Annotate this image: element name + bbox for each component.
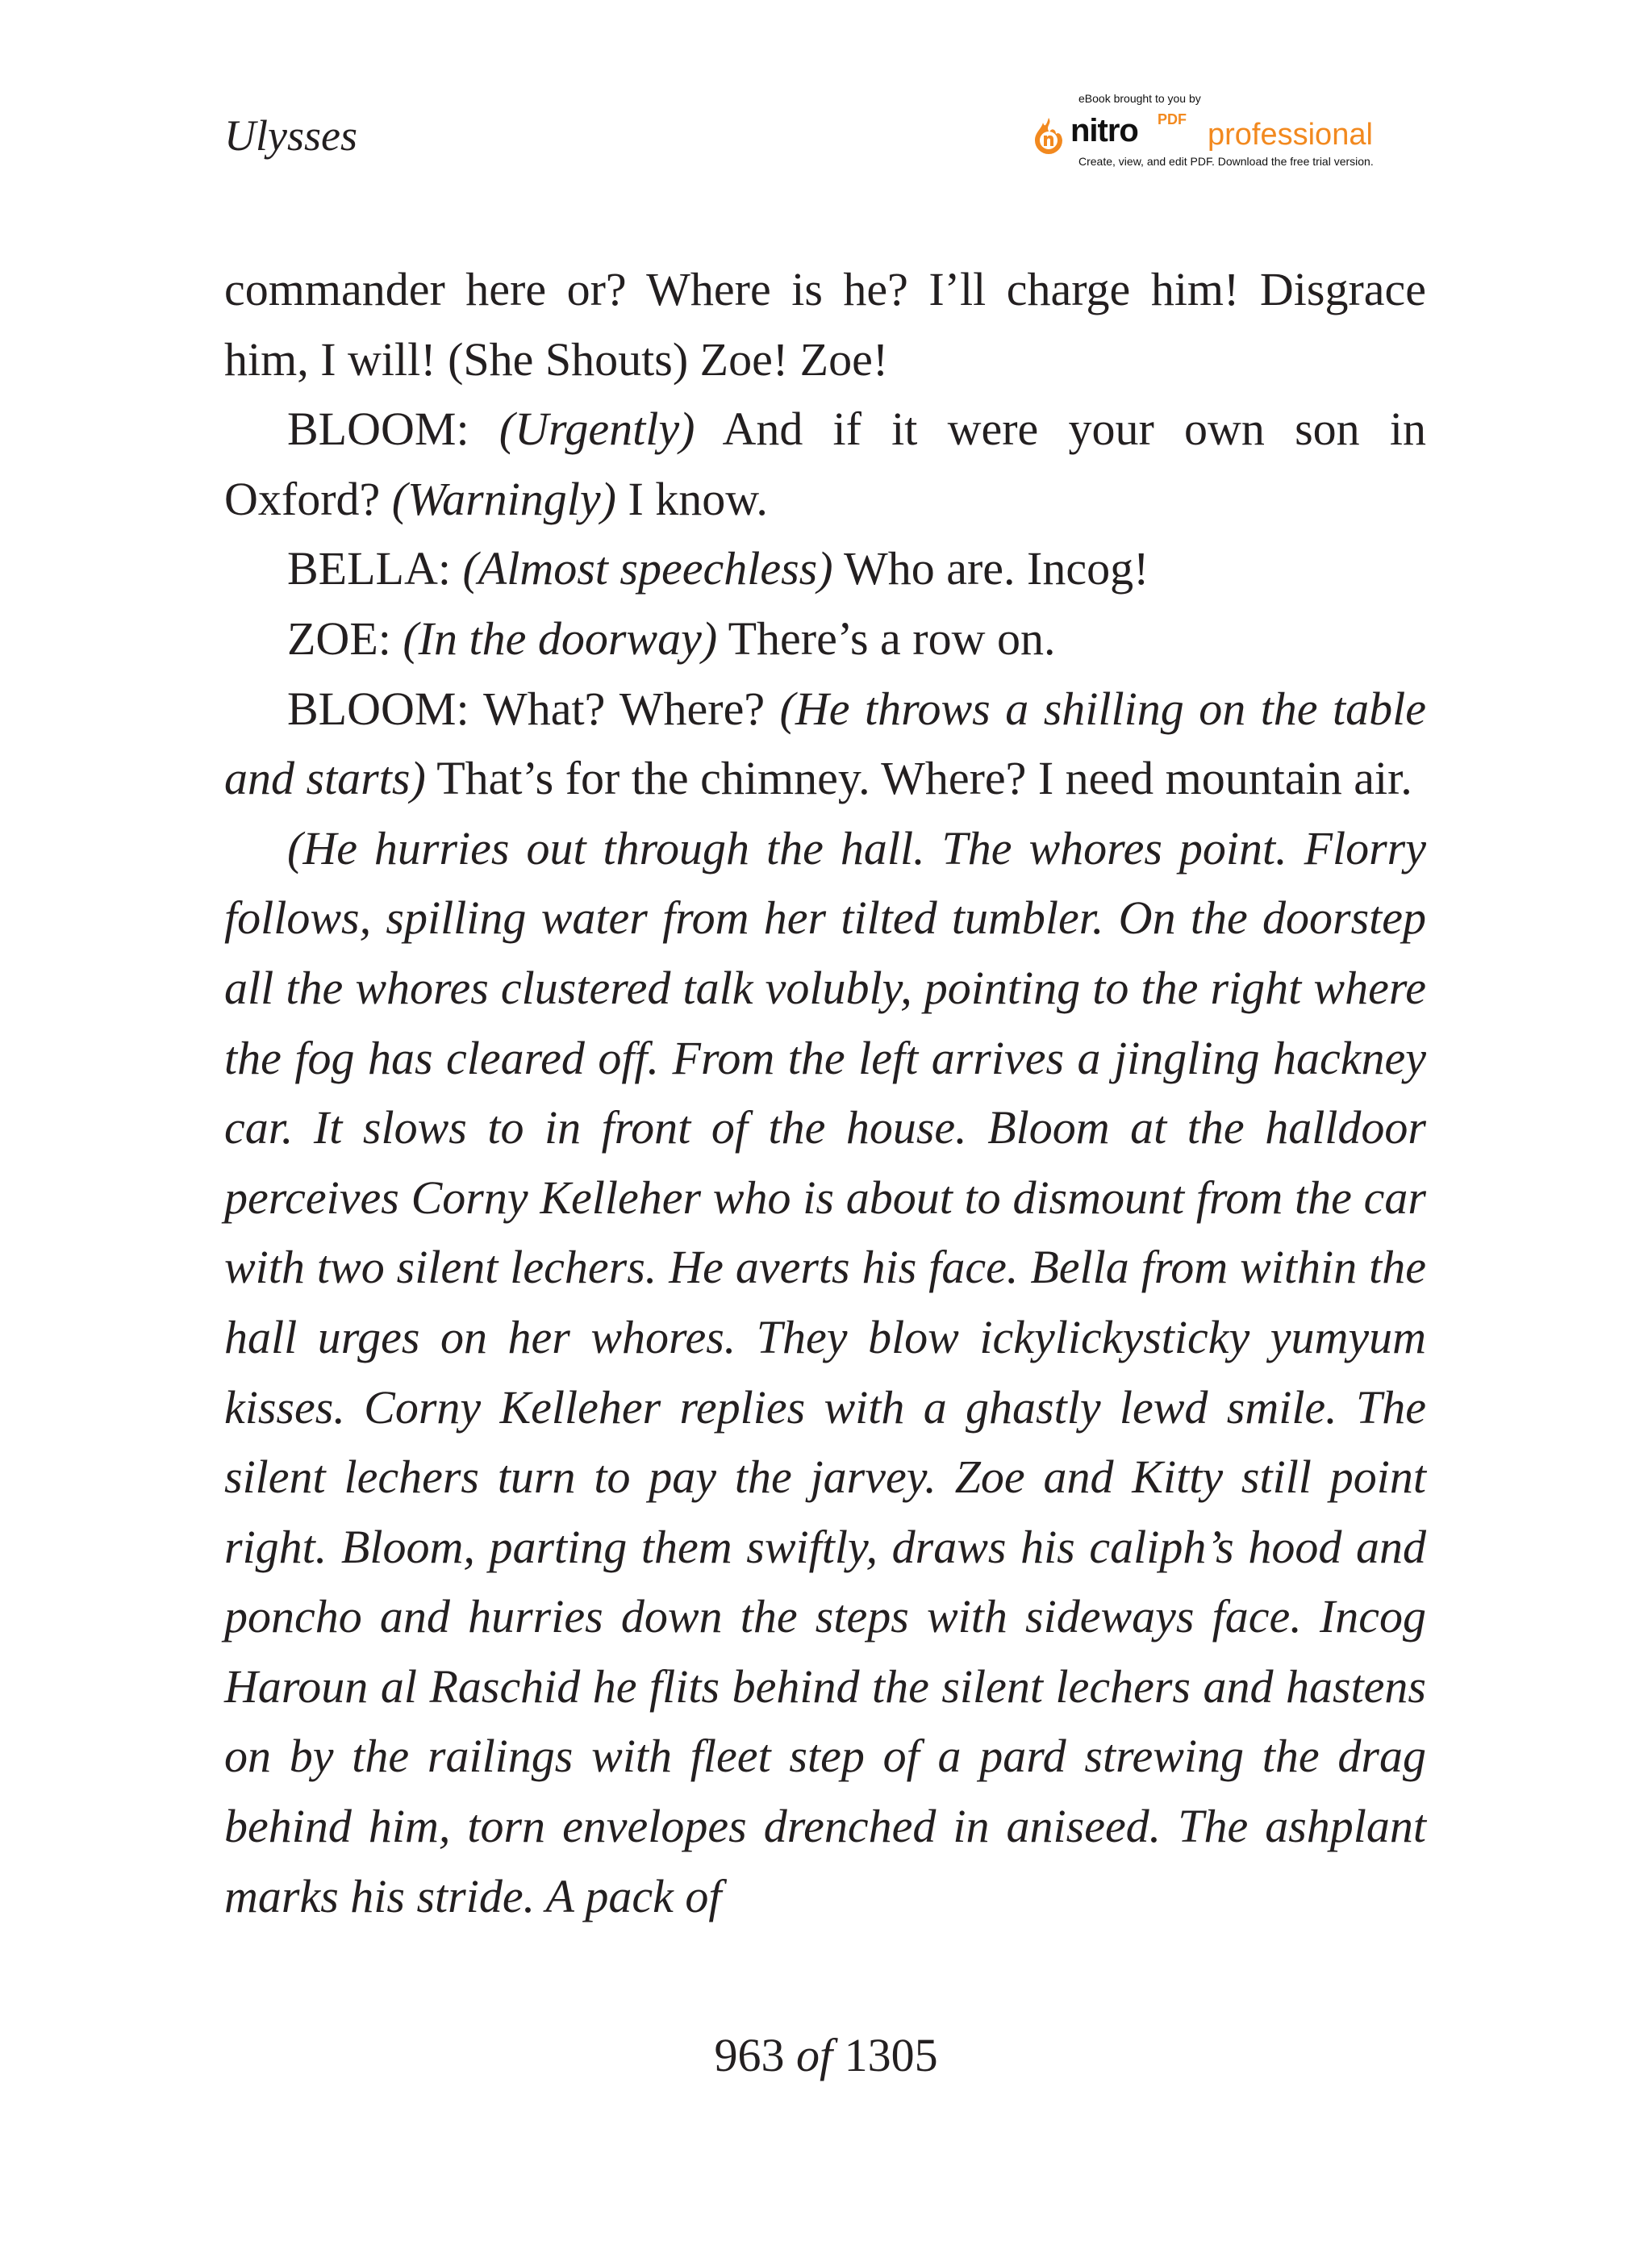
- stage-direction: (Almost speechless): [462, 542, 833, 595]
- banner-brand-superscript: PDF: [1158, 111, 1187, 127]
- text-run: BLOOM:: [287, 403, 499, 456]
- text-run: Who are. Incog!: [832, 542, 1149, 595]
- paragraph: [224, 814, 1426, 1932]
- stage-direction: (He throws a shilling on the table and starts): [224, 682, 1427, 805]
- nitro-pdf-banner[interactable]: [1028, 90, 1408, 171]
- page-total: 1305: [844, 2029, 938, 2081]
- paragraph: [224, 255, 1426, 394]
- paragraph: [224, 604, 1426, 674]
- page-body: [224, 255, 1426, 1931]
- text-run: There’s a row on.: [717, 612, 1056, 665]
- banner-tagline-top: eBook brought to you by: [1078, 92, 1201, 105]
- stage-direction: (Urgently): [499, 403, 695, 456]
- page-current: 963: [714, 2029, 785, 2081]
- banner-tagline-bottom: Create, view, and edit PDF. Download the free trial version.: [1078, 155, 1374, 168]
- text-run: commander here or? Where is he? I’ll charge him! Disgrace him, I will! (She Shouts) Zoe! Zoe!: [224, 263, 1426, 386]
- page-of: of: [795, 2029, 833, 2081]
- page-number: [0, 2023, 1652, 2088]
- paragraph: [224, 534, 1426, 604]
- stage-direction: (In the doorway): [403, 612, 718, 665]
- nitro-flame-icon: [1028, 115, 1069, 155]
- text-run: BLOOM: What? Where?: [287, 682, 780, 735]
- banner-edition: professional: [1208, 118, 1373, 152]
- text-run: And if it were your own son in Oxford?: [224, 403, 1426, 525]
- text-run: That’s for the chimney. Where? I need mountain air.: [425, 752, 1412, 805]
- stage-direction: (He hurries out through the hall. The whores point. Florry follows, spilling water from her tilted tumbler. On the doorstep all the whores clustered talk volubly, pointing to the right where the fog has cleared off. From the left arrives a jingling hackney car. It slows to in front of the house. Bloom at the halldoor perceives Corny Kelleher who is about to dismount from the car with two silent lechers. He averts his face. Bella from within the hall urges on her whores. They blow ickylickysticky yumyum kisses. Corny Kelleher replies with a ghastly lewd smile. The silent lechers turn to pay the jarvey. Zoe and Kitty still point right. Bloom, parting them swiftly, draws his caliph’s hood and poncho and hurries down the steps with sideways face. Incog Haroun al Raschid he flits behind the silent lechers and hastens on by the railings with fleet step of a pard strewing the drag behind him, torn envelopes drenched in aniseed. The ashplant marks his stride. A pack of: [224, 821, 1426, 1922]
- text-run: ZOE:: [287, 612, 403, 665]
- paragraph: [224, 394, 1426, 534]
- stage-direction: (Warningly): [391, 472, 616, 525]
- running-header-title: Ulysses: [224, 111, 357, 160]
- text-run: BELLA:: [287, 542, 463, 595]
- banner-brand: nitro: [1070, 113, 1138, 148]
- text-run: I know.: [615, 472, 768, 525]
- paragraph: [224, 674, 1426, 814]
